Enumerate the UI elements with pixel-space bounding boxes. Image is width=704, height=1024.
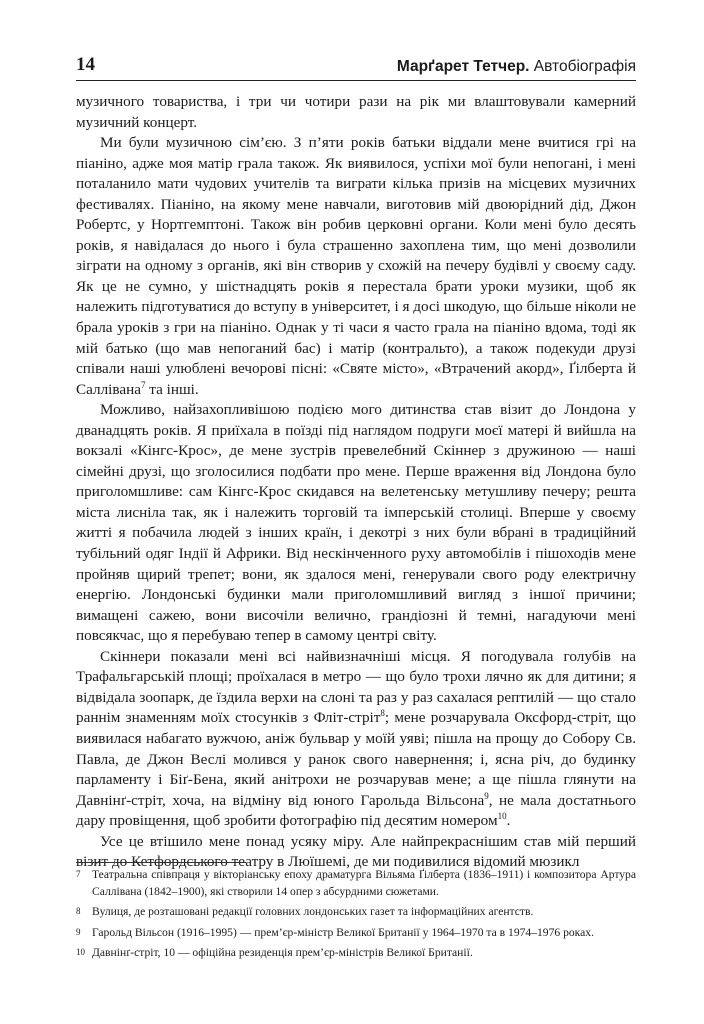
footnote-divider <box>76 862 246 863</box>
footnote-text: Вулиця, де розташовані редакції головних лондонських газет та інформаційних агентств. <box>92 905 534 919</box>
paragraph-text: . <box>506 812 511 830</box>
footnote-ref[interactable]: 9 <box>484 790 489 801</box>
paragraph-text: музичного товариства, і три чи чотири рази на рік ми влаштовували камерний музичний концерт. <box>76 93 636 131</box>
footnote-ref[interactable]: 7 <box>140 379 146 390</box>
footnote-text: Театральна співпраця у вікторіанську епоху драматурга Вільяма Ґілберта (1836–1911) і композитора Артура Саллівана (1842–1900), які створили 14 опер з абсурдними сюжетами. <box>92 868 636 898</box>
footnote-marker: 7 <box>76 869 81 879</box>
footnote-marker: 10 <box>76 947 85 958</box>
footnote <box>76 925 636 942</box>
paragraph <box>76 400 636 647</box>
paragraph-text: та інші. <box>145 380 199 398</box>
footnote-marker: 8 <box>76 906 81 917</box>
running-author: Марґарет Тетчер. <box>396 58 530 75</box>
footnote-ref[interactable]: 10 <box>497 811 507 822</box>
running-title <box>397 58 636 76</box>
paragraph-text: Скіннери показали мені всі найвизначніші місця. Я погодувала голубів на Трафальгарській площі; проїхалася в метро — що було трохи лячно як для дитини; я відвідала зоопарк, де їздила верхи на слоні та раз у раз сахалася рептилій — що стало раннім знаменням моїх стосунків з Фліт-стріт <box>76 647 636 727</box>
paragraph-text: Можливо, найзахопливішою подією мого дитинства став візит до Лондона у дванадцять років. Я приїхала в поїзді під наглядом подруги моєї матері й вийшла на вокзалі «Кінгс-Крос», де мене зустрів превелебний Скіннер з дружиною — наші сімейні друзі, що зголосилися подбати про мене. Перше враження від Лондона було приголомшливе: сам Кінгс-Крос скидався на велетенську метушливу печеру; решта міста лисніла так, як і належить торговій та імперській столиці. Вперше у своєму житті я побачила людей з інших країн, і декотрі з них були вбрані в традиційний тубільний одяг Індії й Африки. Від нескінченного руху автомобілів і пішоходів мене пройняв щирий трепет; вони, як здалося мені, генерували свого роду електричну енергію. Лондонські будинки мали приголомшливий вигляд з іншої причини; вимащені сажею, вони височіли велично, грандіозні й темні, нагадуючи мені повсякчас, що я перебуваю тепер в самому центрі світу. <box>76 401 636 645</box>
footnote <box>76 904 636 921</box>
footnote <box>76 945 636 962</box>
body-text <box>76 92 636 873</box>
footnote-marker: 9 <box>76 926 81 937</box>
page-number: 14 <box>76 54 95 75</box>
running-header <box>76 50 636 81</box>
paragraph-text: ; мене розчарувала Оксфорд-стріт, що виявилася набагато вужчою, аніж бульвар у моїй уяві; пішла на прощу до Собору Св. Павла, де Джон Веслі молився у ранок свого навернення; і, ясна річ, до будинку парламенту і Біґ-Бена, який анітрохи не розчарував мене; а ще пішла глянути на Давнінґ-стріт, хоча, на відміну від юного Гарольда Вільсона <box>76 709 636 809</box>
paragraph-text: Усе це втішило мене понад усяку міру. Але найпрекраснішим став мій перший візит до Кетфордського театру в Люїшемі, де ми подивилися відомий мюзикл <box>76 832 636 871</box>
paragraph <box>76 133 636 400</box>
running-book-title: Автобіографія <box>533 58 636 75</box>
paragraph <box>76 647 636 832</box>
paragraph-text: Ми були музичною сім’єю. З п’яти років батьки віддали мене вчитися грі на піаніно, адже моя матір грала також. Як виявилося, успіхи мої були непогані, і мені поталанило мати чудових учителів та виграти кілька призів на місцевих музичних фестивалях. Піаніно, на якому мене навчали, виготовив мій двоюрідний дід, Джон Робертс, у Нортгемптоні. Також він робив церковні органи. Коли мені було десять років, я навідалася до нього і була страшенно захоплена тим, що мені дозволили зіграти на одному з органів, які він створив у схожій на печеру будівлі у своєму саду. Як це не сумно, у шістнадцять років я перестала брати уроки музики, щоб як належить підготуватися до вступу в університет, і я досі шкодую, що більше ніколи не брала уроків з гри на піаніно. Однак у ті часи я часто грала на піаніно вдома, тоді як мій батько (що мав непоганий бас) і матір (контральто), а також подекуди друзі співали наші улюблені вечорові пісні: «Святе місто», «Втрачений акорд», Ґілберта й Саллівана <box>76 134 636 398</box>
footnote <box>76 867 636 900</box>
paragraph-text: , не мала достатнього дару провіщення, щоб зробити фотографію під десятим номером <box>76 791 636 830</box>
footnote-text: Гарольд Вільсон (1916–1995) — прем’єр-міністр Великої Британії у 1964–1970 та в 1974–1976 роках. <box>92 925 594 939</box>
paragraph <box>76 92 636 133</box>
footnote-ref[interactable]: 8 <box>380 708 385 719</box>
footnote-text: Давнінґ-стріт, 10 — офіційна резиденція прем’єр-міністрів Великої Британії. <box>92 946 473 960</box>
footnotes <box>76 867 636 966</box>
